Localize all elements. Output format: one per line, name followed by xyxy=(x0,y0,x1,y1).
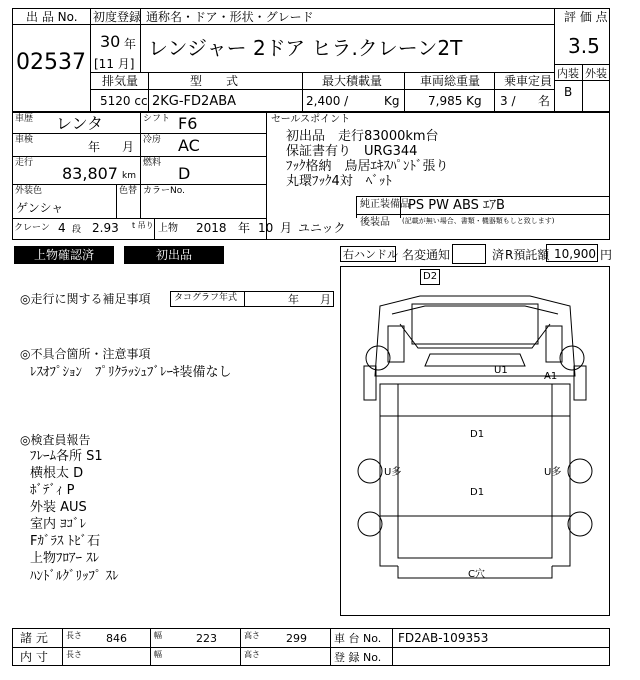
length-value: 846 xyxy=(106,632,127,645)
mileage-unit: km xyxy=(122,171,136,181)
name-change-box xyxy=(452,244,486,264)
upper-year-unit: 年 xyxy=(238,221,251,235)
upper-year: 2018 xyxy=(196,221,227,235)
cab-outline xyxy=(375,296,575,376)
inspector-line-4: 外装 AUS xyxy=(30,500,87,515)
mileage: 83,807 xyxy=(62,164,118,183)
gross-weight: 7,985 Kg xyxy=(428,94,482,108)
inner-width-label: 幅 xyxy=(154,650,162,659)
dims-label: 諸 元 xyxy=(20,631,48,645)
recycle-mark: 済 xyxy=(492,248,505,262)
inner-height-label: 高さ xyxy=(244,650,260,659)
first-reg-year-unit: 年 xyxy=(124,37,137,51)
registration-label: 登 録 No. xyxy=(334,651,382,664)
sales-point-2: 保証書有り URG344 xyxy=(286,144,418,159)
name-label: 通称名・ドア・形状・グレード xyxy=(146,10,314,24)
upper-maker: ユニック xyxy=(298,221,346,235)
handle-label: 右ハンドル xyxy=(343,248,398,261)
ac-label: 冷房 xyxy=(143,135,162,145)
max-load-label: 最大積載量 xyxy=(322,74,383,88)
score-label: 評 価 点 xyxy=(564,10,608,24)
height-value: 299 xyxy=(286,632,307,645)
displacement-label: 排気量 xyxy=(102,74,139,88)
ac-value: AC xyxy=(178,136,200,155)
history-label: 車歴 xyxy=(15,114,34,124)
chassis-label: 車 台 No. xyxy=(334,632,382,645)
inspector-line-1: ﾌﾚｰﾑ各所 S1 xyxy=(30,449,103,464)
exterior-label: 外装 xyxy=(585,67,607,80)
inspection-year: 年 xyxy=(88,140,101,154)
sales-point-1: 初出品 走行83000km台 xyxy=(286,129,439,144)
mark-d1-lower: D1 xyxy=(470,487,485,498)
driving-notes-title: ◎走行に関する補足事項 xyxy=(20,292,151,306)
chassis-number: FD2AB-109353 xyxy=(398,631,489,645)
color-no-label: カラーNo. xyxy=(143,186,185,196)
capacity-label: 乗車定員 xyxy=(504,74,553,88)
aftermarket-note: (記載が無い場合、書類・機器類もしと致します) xyxy=(402,217,555,225)
lot-label: 出 品 No. xyxy=(26,10,78,24)
mark-c-hole: C穴 xyxy=(468,569,485,580)
inspector-line-6: Fｶﾞﾗｽ ﾄﾋﾞ石 xyxy=(30,534,101,549)
sales-point-4: 丸環ﾌｯｸ4対 ﾍﾞｯﾄ xyxy=(286,174,392,189)
rear-left-wheel-1 xyxy=(358,459,382,483)
ext-color: ゲンシャ xyxy=(16,201,64,215)
interior-grade: B xyxy=(564,85,573,99)
first-reg-year: 30 xyxy=(100,32,121,51)
recycle-unit: 円 xyxy=(600,248,613,262)
tacho-year: 年 xyxy=(288,293,299,306)
rear-right-wheel-2 xyxy=(568,512,592,536)
first-listing-badge: 初出品 xyxy=(124,246,224,264)
fuel: D xyxy=(178,164,191,183)
inspector-title: ◎検査員報告 xyxy=(20,433,91,447)
aftermarket-label: 後装品 xyxy=(360,217,390,228)
ext-color-label: 外装色 xyxy=(15,186,43,196)
inner-length-label: 長さ xyxy=(66,650,82,659)
height-label: 高さ xyxy=(244,631,260,640)
interior-label: 内装 xyxy=(557,67,579,80)
capacity-unit: 名 xyxy=(538,94,551,108)
crane-stage: 4 xyxy=(58,221,66,235)
fuel-label: 燃料 xyxy=(143,158,162,168)
crane-capacity-unit: t 吊り xyxy=(132,221,154,230)
rear-right-wheel-1 xyxy=(568,459,592,483)
defects-line: ﾚｽｵﾌﾟｼｮﾝ ﾌﾟﾘｸﾗｯｼｭﾌﾞﾚｰｷ装備なし xyxy=(30,365,232,380)
inspection-month: 月 xyxy=(122,140,135,154)
model: 2KG-FD2ABA xyxy=(152,94,237,109)
tacho-month: 月 xyxy=(320,293,331,306)
lot-number: 02537 xyxy=(16,50,86,75)
max-load: 2,400 / xyxy=(306,94,349,108)
genuine-equipment: PS PW ABS ｴｱB xyxy=(408,198,505,213)
color-change-label: 色替 xyxy=(119,186,138,196)
inspector-line-5: 室内 ﾖｺﾞﾚ xyxy=(30,517,87,532)
mark-a1: A1 xyxy=(544,371,558,382)
truck-diagram xyxy=(340,266,610,616)
displacement: 5120 cc xyxy=(100,94,148,108)
recycle-label: R預託額 xyxy=(505,248,550,262)
upper-label: 上物 xyxy=(158,223,178,234)
mark-d2: D2 xyxy=(423,271,438,282)
mark-d1-upper: D1 xyxy=(470,429,485,440)
mark-u-many-left: U多 xyxy=(384,467,402,478)
inspection-label: 車検 xyxy=(15,135,34,145)
inner-dims-label: 内 寸 xyxy=(20,650,48,664)
capacity: 3 / xyxy=(500,94,516,108)
inspector-line-2: 横根太 D xyxy=(30,466,84,481)
upper-confirmed-badge: 上物確認済 xyxy=(14,246,114,264)
inspector-line-7: 上物ﾌﾛｱｰ ｽﾚ xyxy=(30,551,100,566)
genuine-equipment-label: 純正装備品 xyxy=(360,199,410,210)
max-load-unit: Kg xyxy=(384,94,400,108)
history: レンタ xyxy=(56,114,103,133)
inspector-line-3: ﾎﾞﾃﾞｨ P xyxy=(30,483,75,498)
recycle-amount: 10,900 xyxy=(554,247,596,261)
upper-month: 10 xyxy=(258,221,274,235)
gross-weight-label: 車両総重量 xyxy=(420,74,481,88)
sales-points-title: セールスポイント xyxy=(271,114,351,125)
bed-outline xyxy=(398,384,552,558)
car-name: レンジャー 2ドア ヒラ.クレーン2T xyxy=(148,36,463,60)
shift: F6 xyxy=(178,114,198,133)
mileage-label: 走行 xyxy=(15,158,34,168)
rear-left-wheel-2 xyxy=(358,512,382,536)
crane-stage-unit: 段 xyxy=(72,225,82,235)
model-label: 型 式 xyxy=(190,74,239,88)
crane-label: クレーン xyxy=(14,223,50,233)
inspector-line-8: ﾊﾝﾄﾞﾙｸﾞﾘｯﾌﾟ ｽﾚ xyxy=(30,569,119,584)
mark-u-many-right: U多 xyxy=(544,467,562,478)
shift-label: シフト xyxy=(143,114,171,124)
cab-roof xyxy=(412,304,538,344)
length-label: 長さ xyxy=(66,631,82,640)
first-reg-label: 初度登録 xyxy=(93,10,142,24)
width-label: 幅 xyxy=(154,631,162,640)
crane-capacity: 2.93 xyxy=(92,221,119,235)
mark-u1: U1 xyxy=(494,365,508,376)
score-value: 3.5 xyxy=(568,34,600,58)
sales-point-3: ﾌｯｸ格納 鳥居ｴｷｽﾊﾟﾝﾄﾞ張り xyxy=(286,159,449,174)
width-value: 223 xyxy=(196,632,217,645)
first-reg-month: [11 月] xyxy=(94,57,135,71)
tacho-label: タコグラフ年式 xyxy=(174,293,238,303)
name-change-label: 名変通知 xyxy=(402,248,451,262)
upper-month-unit: 月 xyxy=(280,221,293,235)
defects-title: ◎不具合箇所・注意事項 xyxy=(20,347,151,361)
